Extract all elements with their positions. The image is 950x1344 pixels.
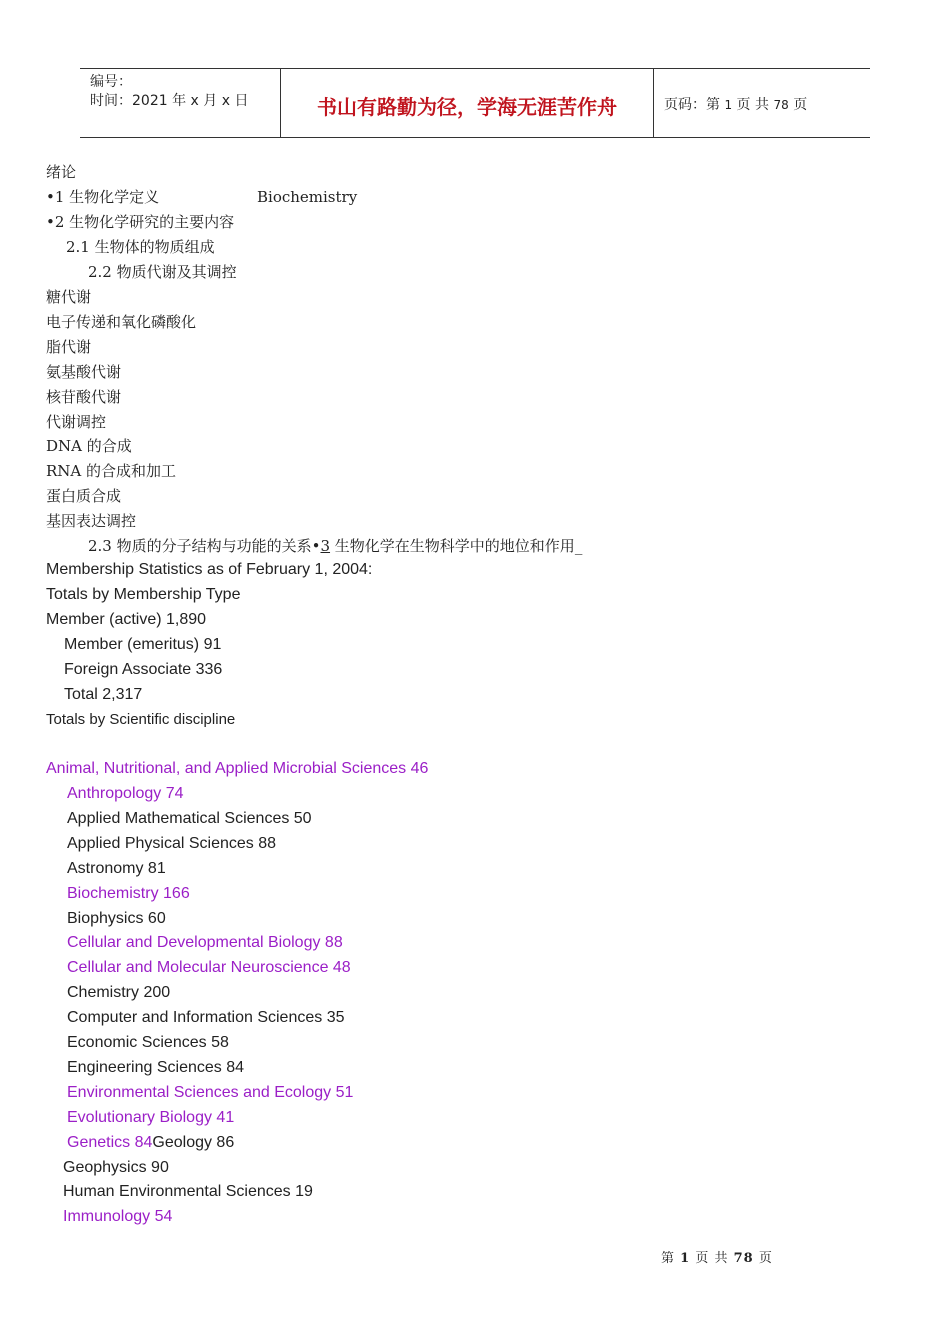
discipline-item: Computer and Information Sciences 35 [67,1009,345,1026]
outline-topic: RNA 的合成和加工 [46,462,177,480]
stats-by-discipline-heading: Totals by Scientific discipline [46,711,236,728]
outline-topic: 代谢调控 [46,413,107,431]
discipline-item: Geophysics 90 [63,1159,169,1176]
document-number-label: 编号： [90,74,132,90]
outline-topic: 蛋白质合成 [46,487,122,505]
discipline-link[interactable]: Genetics 84 [67,1134,153,1151]
header-page-number [664,94,807,114]
footer-current: 1 [680,1251,691,1266]
outline-item-1: •1 生物化学定义 [46,188,160,206]
discipline-link[interactable]: Evolutionary Biology 41 [67,1109,235,1126]
discipline-link[interactable]: Cellular and Molecular Neuroscience 48 [67,959,351,976]
page-prefix: 页码：第 [664,97,720,113]
outline-topic: DNA 的合成 [46,437,132,455]
outline-item-3-text: 生物化学在生物科学中的地位和作用 [330,537,575,555]
outline-item-1-english: Biochemistry [257,188,358,206]
footer-suffix: 页 [758,1251,773,1266]
outline-item-3-number: 3 [320,537,331,555]
outline-intro: 绪论 [46,163,77,181]
outline-topic: 氨基酸代谢 [46,363,122,381]
outline-sub-2-3-text: 2.3 物质的分子结构与功能的关系• [88,537,321,555]
header-motto: 书山有路勤为径，学海无涯苦作舟 [317,95,617,119]
footer-prefix: 第 [661,1251,676,1266]
footer-mid: 页 共 [695,1251,729,1266]
stats-member-active: Member (active) 1,890 [46,611,207,628]
header-meta-cell [80,69,281,137]
discipline-link[interactable]: Biochemistry 166 [67,885,190,902]
outline-item-2: •2 生物化学研究的主要内容 [46,213,235,231]
discipline-line [67,1133,234,1153]
page-total: 78 [773,98,789,112]
stats-by-type-heading: Totals by Membership Type [46,586,241,603]
stats-total: Total 2,317 [64,686,143,703]
page-current: 1 [724,98,733,112]
outline-item-3-tail: _ [574,537,583,555]
discipline-link[interactable]: Environmental Sciences and Ecology 51 [67,1084,354,1101]
discipline-item: Applied Physical Sciences 88 [67,835,277,852]
document-header [80,68,870,138]
outline-sub-2-2: 2.2 物质代谢及其调控 [88,263,237,281]
page-mid: 页 共 [736,97,769,113]
outline-topic: 脂代谢 [46,338,92,356]
footer-total: 78 [733,1251,754,1266]
discipline-item: Chemistry 200 [67,984,171,1001]
page-suffix: 页 [793,97,808,113]
outline-topic: 基因表达调控 [46,512,137,530]
discipline-item: Geology 86 [152,1134,235,1151]
discipline-item: Astronomy 81 [67,860,166,877]
discipline-link[interactable]: Anthropology 74 [67,785,184,802]
footer-page-number [661,1247,773,1266]
discipline-item: Human Environmental Sciences 19 [63,1183,313,1200]
document-time-label: 时间：2021 年 x 月 x 日 [90,93,249,109]
discipline-item: Biophysics 60 [67,910,166,927]
discipline-link[interactable]: Immunology 54 [63,1208,173,1225]
outline-sub-2-3 [88,536,582,556]
stats-member-emeritus: Member (emeritus) 91 [64,636,222,653]
discipline-item: Economic Sciences 58 [67,1034,229,1051]
outline-topic: 核苷酸代谢 [46,388,122,406]
header-motto-cell [281,69,654,137]
stats-foreign-associate: Foreign Associate 336 [64,661,223,678]
discipline-link[interactable]: Animal, Nutritional, and Applied Microbial Sciences 46 [46,760,429,777]
outline-sub-2-1: 2.1 生物体的物质组成 [66,238,215,256]
discipline-item: Applied Mathematical Sciences 50 [67,810,312,827]
outline-topic: 电子传递和氧化磷酸化 [46,313,197,331]
stats-heading: Membership Statistics as of February 1, 2004: [46,561,373,578]
header-page-cell [654,69,870,137]
outline-topic: 糖代谢 [46,288,92,306]
discipline-link[interactable]: Cellular and Developmental Biology 88 [67,934,343,951]
discipline-item: Engineering Sciences 84 [67,1059,245,1076]
